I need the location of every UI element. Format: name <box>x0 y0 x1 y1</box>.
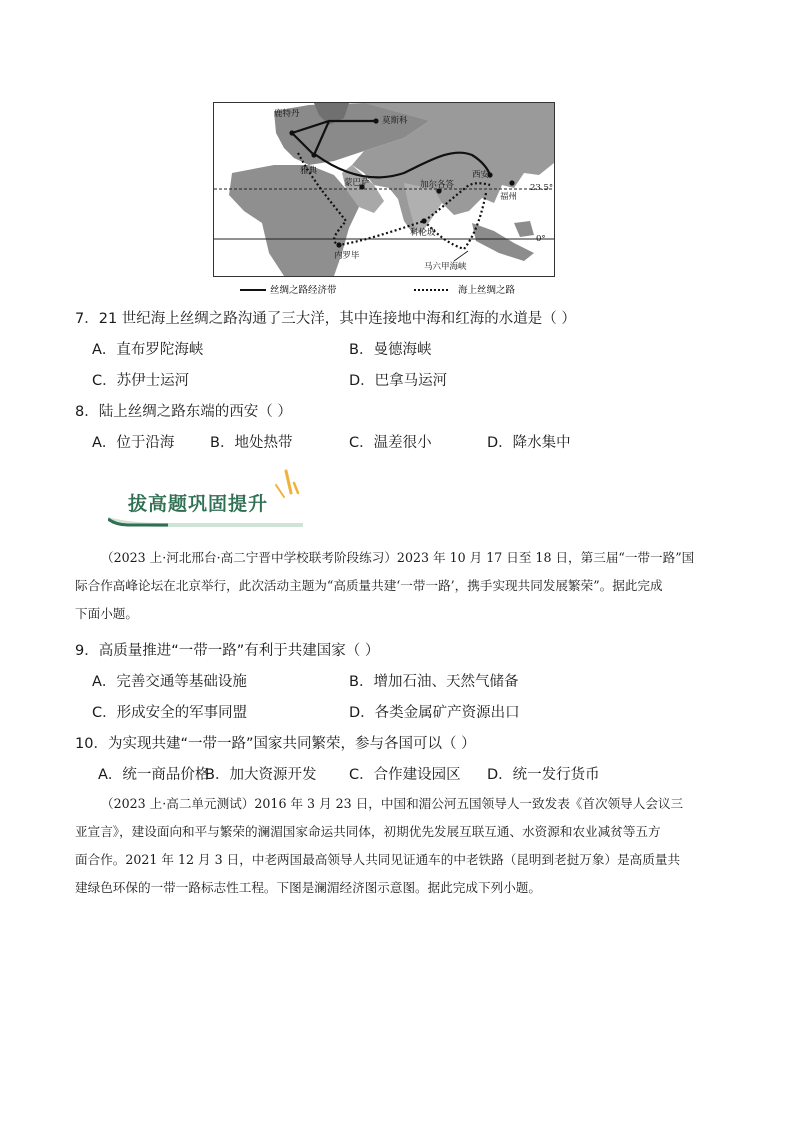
q10-option-d[interactable]: D．统一发行货币 <box>487 767 600 783</box>
city-dot-fuzhou <box>509 180 514 185</box>
passage-1-line-3: 下面小题。 <box>75 606 138 621</box>
city-dot-colombo <box>421 218 426 223</box>
q7-option-d[interactable]: D．巴拿马运河 <box>349 373 448 389</box>
passage-2-line-3: 面合作。2021 年 12 月 3 日，中老两国最高领导人共同见证通车的中老铁路（昆明到老挝万象）是高质量共 <box>75 852 681 867</box>
label-kolkata: 加尔各答 <box>420 180 455 190</box>
q9-option-b[interactable]: B．增加石油、天然气储备 <box>349 674 519 690</box>
city-dot-nairobi <box>336 242 341 247</box>
question-7-stem: 7．21 世纪海上丝绸之路沟通了三大洋，其中连接地中海和红海的水道是（ ） <box>75 311 576 327</box>
label-mombasa: 蒙巴萨 <box>344 178 370 188</box>
label-tropic: 23.5° <box>530 183 554 193</box>
legend-sea-label: 海上丝绸之路 <box>458 285 516 296</box>
city-dot-moscow <box>373 118 378 123</box>
passage-2-line-1: （2023 上·高二单元测试）2016 年 3 月 23 日，中国和湄公河五国领导人一致发表《首次领导人会议三 <box>101 796 684 811</box>
q10-option-b[interactable]: B．加大资源开发 <box>205 767 317 783</box>
passage-1-line-1: （2023 上·河北邢台·高二宁晋中学校联考阶段练习）2023 年 10 月 17 日至 18 日，第三届“一带一路”国 <box>101 550 695 565</box>
q9-option-c[interactable]: C．形成安全的军事同盟 <box>92 705 248 721</box>
city-dot-rotterdam <box>289 130 294 135</box>
q8-option-c[interactable]: C．温差很小 <box>349 435 432 451</box>
label-xian: 西安 <box>472 170 490 180</box>
silk-road-map <box>213 102 555 277</box>
label-athens: 雅典 <box>300 166 318 176</box>
map-legend <box>240 282 540 298</box>
q10-option-c[interactable]: C．合作建设园区 <box>349 767 461 783</box>
map-graphic <box>214 103 554 276</box>
q7-option-a[interactable]: A．直布罗陀海峡 <box>92 342 204 358</box>
q8-option-d[interactable]: D．降水集中 <box>487 435 571 451</box>
legend-land-label: 丝绸之路经济带 <box>270 285 337 296</box>
passage-2-line-4: 建绿色环保的一带一路标志性工程。下图是澜湄经济图示意图。据此完成下列小题。 <box>75 880 541 895</box>
label-rotterdam: 鹿特丹 <box>274 109 300 119</box>
question-8-stem: 8．陆上丝绸之路东端的西安（ ） <box>75 404 292 420</box>
label-colombo: 科伦坡 <box>410 228 436 238</box>
label-equator: 0° <box>536 234 546 244</box>
q7-option-b[interactable]: B．曼德海峡 <box>349 342 432 358</box>
passage-1 <box>75 544 735 628</box>
legend-graphic <box>240 282 540 298</box>
label-nairobi: 内罗毕 <box>334 251 360 261</box>
question-10-stem: 10．为实现共建“一带一路”国家共同繁荣，参与各国可以（ ） <box>75 736 476 752</box>
passage-1-line-2: 际合作高峰论坛在北京举行，此次活动主题为“高质量共建‘一带一路’，携手实现共同发展繁荣”。据此完成 <box>75 578 663 593</box>
city-dot-athens <box>311 152 316 157</box>
q8-option-b[interactable]: B．地处热带 <box>210 435 293 451</box>
q8-option-a[interactable]: A．位于沿海 <box>92 435 175 451</box>
passage-2-line-2: 亚宣言》，建设面向和平与繁荣的澜湄国家命运共同体，初期优先发展互联互通、水资源和农业减贫等五方 <box>75 824 661 839</box>
q9-option-d[interactable]: D．各类金属矿产资源出口 <box>349 705 520 721</box>
label-fuzhou: 福州 <box>500 192 518 202</box>
question-9-stem: 9．高质量推进“一带一路”有利于共建国家（ ） <box>75 643 380 659</box>
passage-2 <box>75 790 735 902</box>
label-moscow: 莫斯科 <box>382 116 408 126</box>
q9-option-a[interactable]: A．完善交通等基础设施 <box>92 674 247 690</box>
section-title: 拔高题巩固提升 <box>128 493 269 515</box>
q7-option-c[interactable]: C．苏伊士运河 <box>92 373 190 389</box>
label-malacca: 马六甲海峡 <box>424 262 467 272</box>
q10-option-a[interactable]: A．统一商品价格 <box>98 767 210 783</box>
